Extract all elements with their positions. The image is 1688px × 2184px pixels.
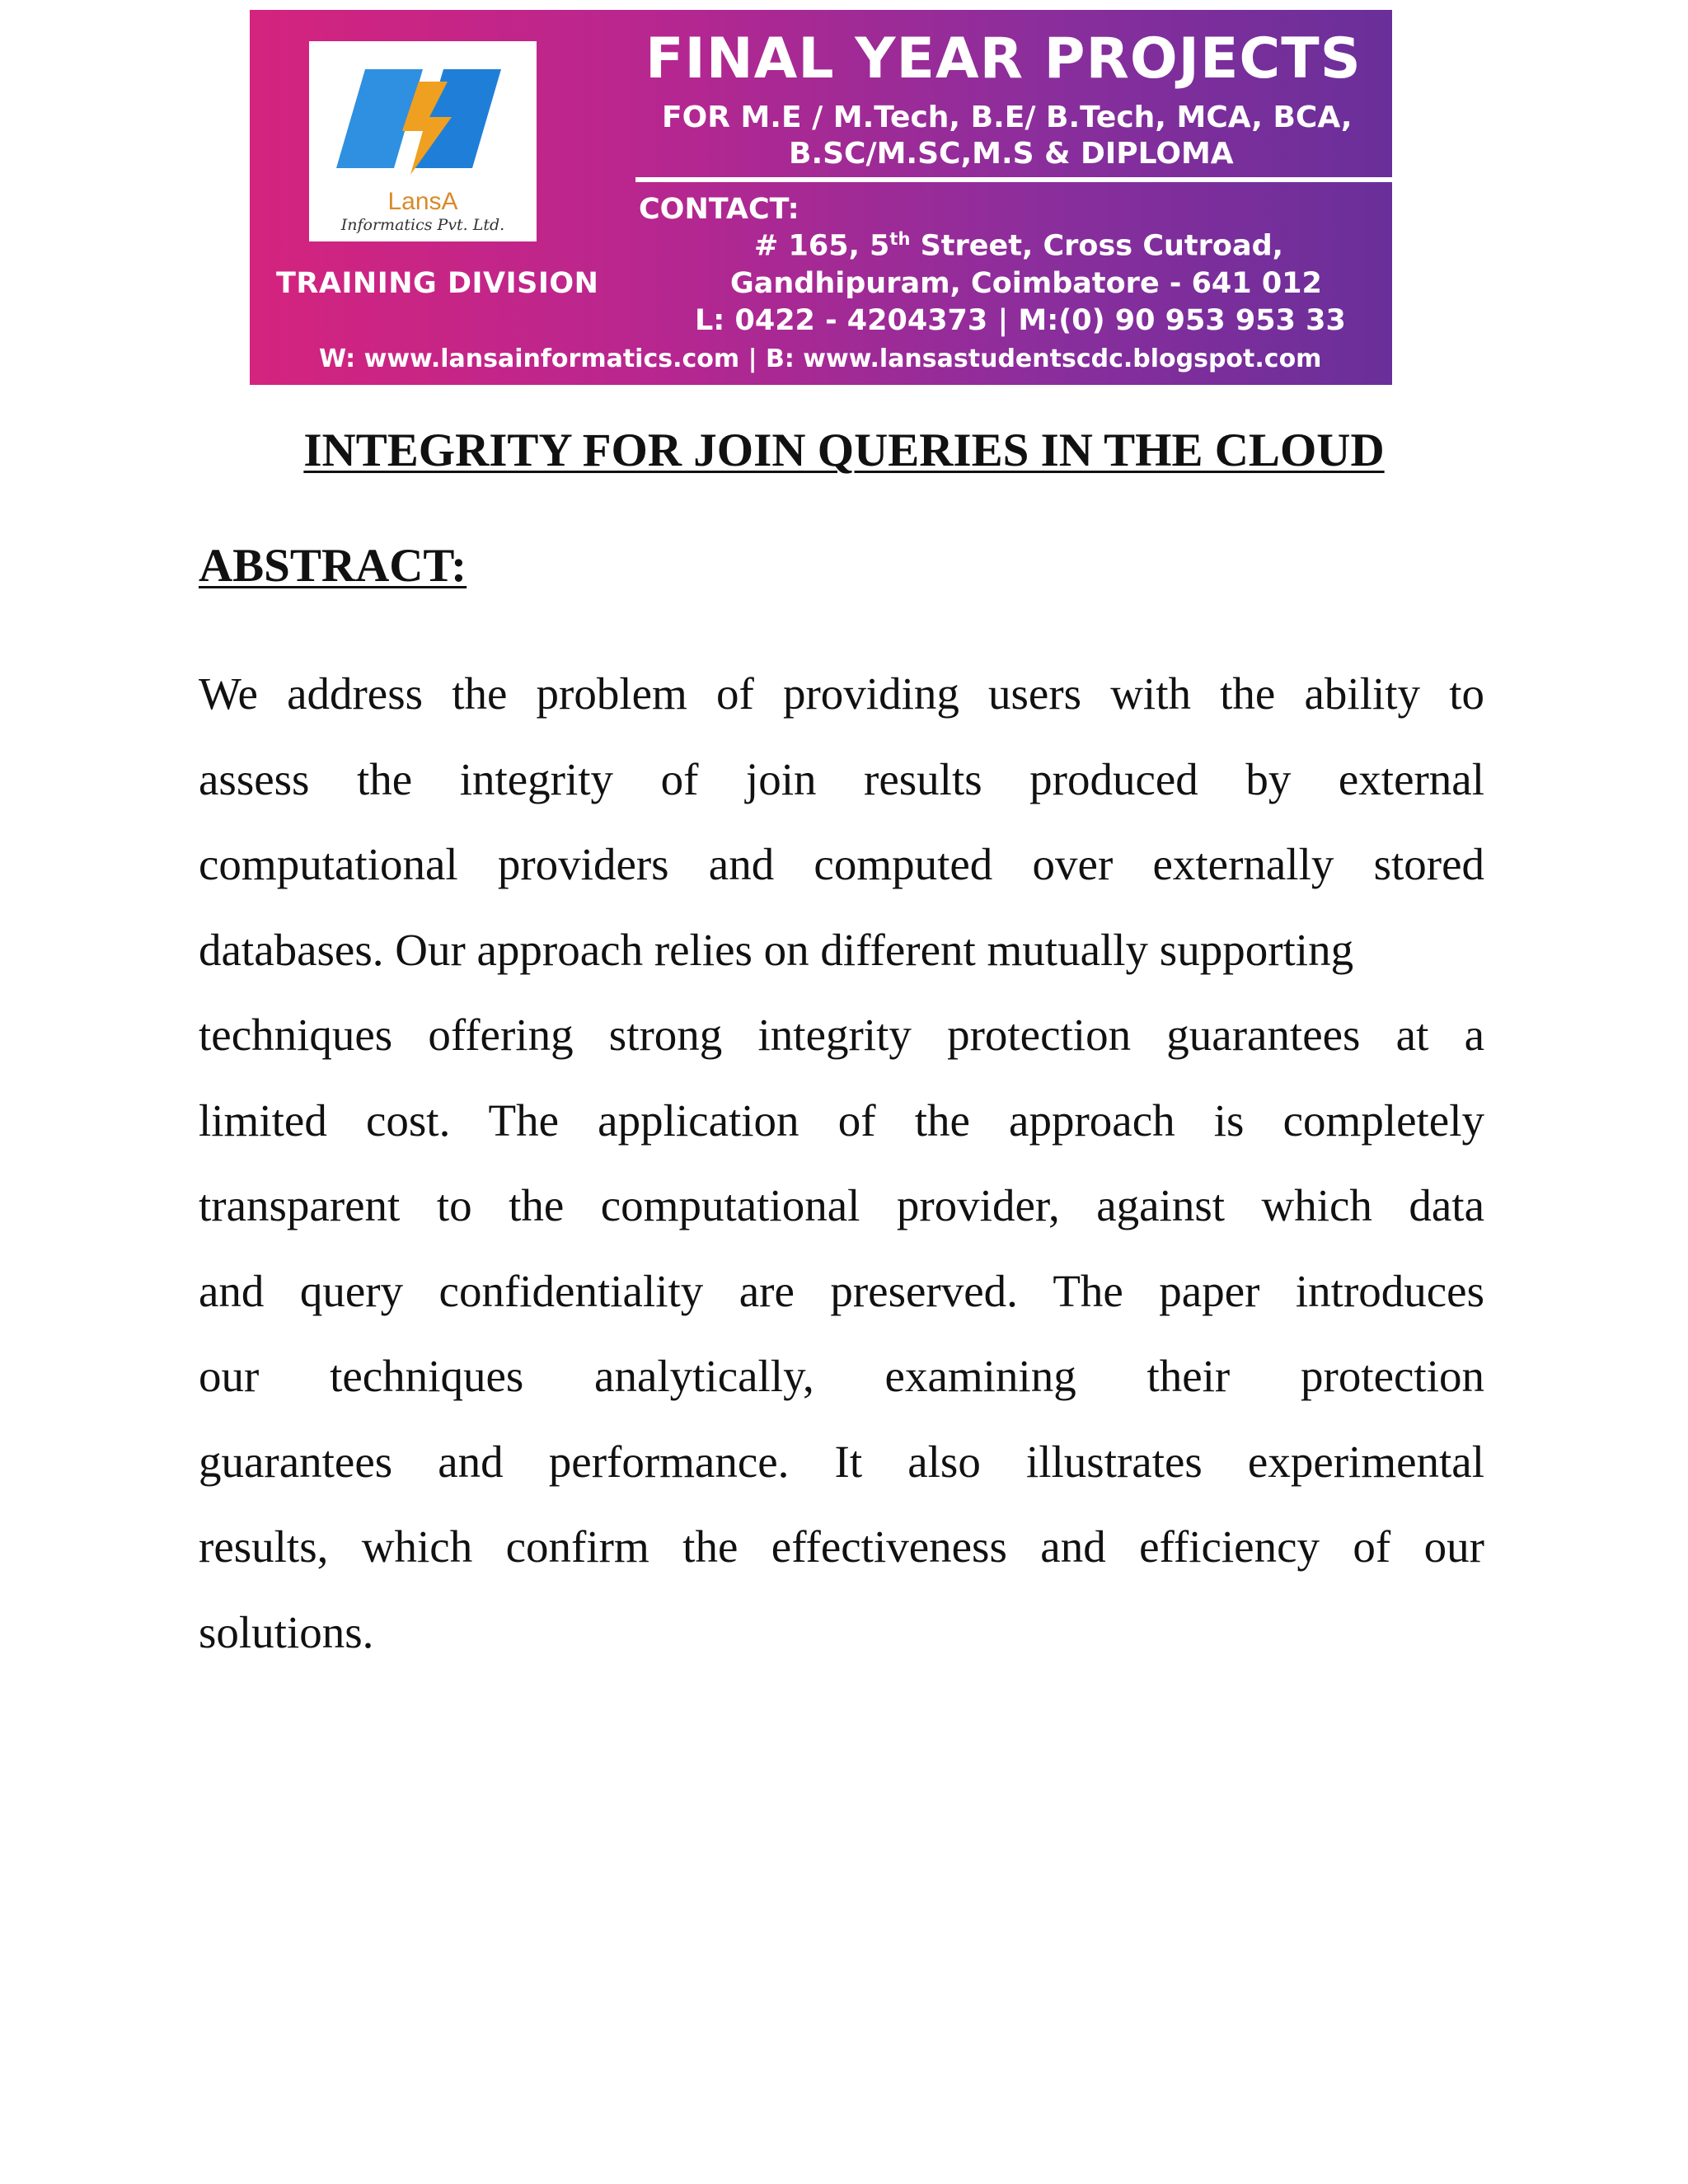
abstract-heading: ABSTRACT: bbox=[199, 540, 467, 592]
lansa-logo-icon bbox=[332, 53, 513, 185]
address-suffix: Street, Cross Cutroad, bbox=[910, 229, 1283, 263]
phone-line: L: 0422 - 4204373 | M:(0) 90 953 953 33 bbox=[695, 304, 1346, 337]
logo-name: LansA bbox=[387, 188, 458, 215]
header-banner bbox=[250, 10, 1392, 385]
abstract-line: databases. Our approach relies on different mutually supporting bbox=[199, 924, 1354, 975]
abstract-line: solutions. bbox=[199, 1606, 374, 1657]
address-superscript: th bbox=[889, 229, 911, 249]
abstract-line: our techniques analytically, examining their protection bbox=[199, 1351, 1484, 1401]
training-division-label: TRAINING DIVISION bbox=[276, 267, 599, 300]
abstract-line: techniques offering strong integrity protection guarantees at a bbox=[199, 1010, 1484, 1060]
company-logo bbox=[309, 41, 537, 241]
web-line: W: www.lansainformatics.com | B: www.lansastudentscdc.blogspot.com bbox=[319, 344, 1322, 373]
abstract-line: transparent to the computational provider, against which data bbox=[199, 1180, 1484, 1230]
degrees-line-2: B.SC/M.SC,M.S & DIPLOMA bbox=[789, 137, 1234, 171]
logo-subtitle: Informatics Pvt. Ltd. bbox=[340, 216, 505, 234]
abstract-line: limited cost. The application of the approach is completely bbox=[199, 1094, 1484, 1146]
contact-label: CONTACT: bbox=[639, 193, 799, 226]
banner-divider bbox=[635, 177, 1392, 182]
address-line-2: Gandhipuram, Coimbatore - 641 012 bbox=[730, 267, 1322, 300]
degrees-line-1: FOR M.E / M.Tech, B.E/ B.Tech, MCA, BCA, bbox=[662, 101, 1353, 134]
banner-title: FINAL YEAR PROJECTS bbox=[645, 26, 1362, 91]
abstract-line: We address the problem of providing users with the ability to bbox=[199, 668, 1484, 719]
abstract-line: results, which confirm the effectiveness and efficiency of our bbox=[199, 1521, 1484, 1572]
abstract-line: computational providers and computed over externally stored bbox=[199, 839, 1484, 889]
document-title: INTEGRITY FOR JOIN QUERIES IN THE CLOUD bbox=[303, 424, 1385, 476]
address-line-1 bbox=[754, 229, 1283, 263]
abstract-body bbox=[199, 651, 1484, 1675]
address-prefix: # 165, 5 bbox=[754, 229, 890, 263]
abstract-line: assess the integrity of join results produced by external bbox=[199, 753, 1484, 804]
abstract-line: guarantees and performance. It also illustrates experimental bbox=[199, 1436, 1484, 1487]
abstract-line: and query confidentiality are preserved. The paper introduces bbox=[199, 1265, 1484, 1316]
